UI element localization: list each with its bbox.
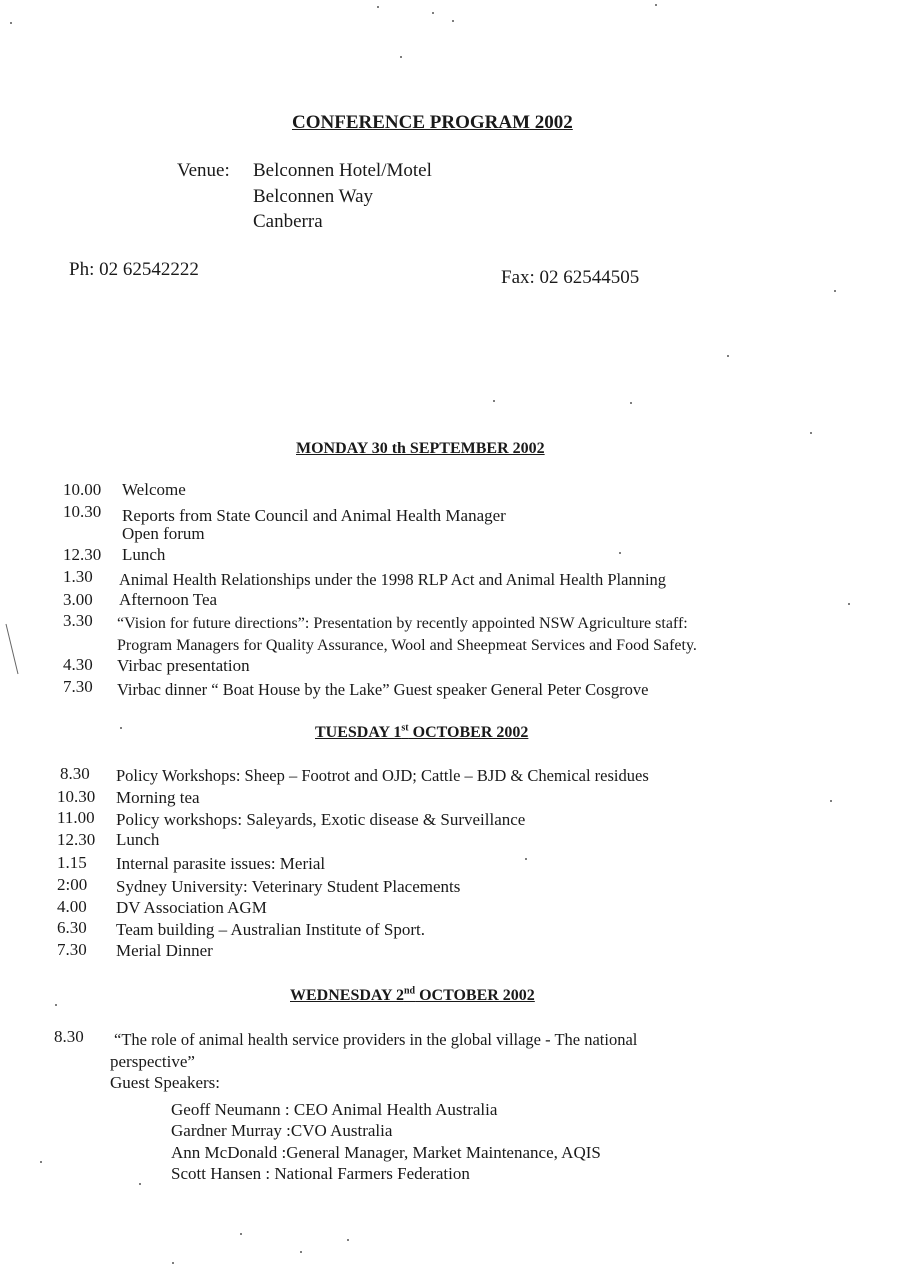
schedule-item: Animal Health Relationships under the 1998 RLP Act and Animal Health Planning (119, 570, 667, 589)
schedule-item: Merial Dinner (116, 941, 213, 960)
schedule-time: 3.00 (63, 590, 93, 609)
scan-speck (432, 12, 434, 14)
scan-speck (452, 20, 454, 22)
speaker-entry: Ann McDonald :General Manager, Market Maintenance, AQIS (171, 1143, 601, 1162)
venue-line: Belconnen Way (253, 186, 374, 207)
speaker-entry: Gardner Murray :CVO Australia (171, 1121, 393, 1140)
schedule-time: 7.30 (57, 940, 87, 959)
schedule-time: 4.30 (63, 655, 93, 674)
scan-speck (10, 22, 12, 24)
scan-speck (727, 355, 729, 357)
schedule-item: Policy Workshops: Sheep – Footrot and OJD; Cattle – BJD & Chemical residues (116, 766, 649, 785)
schedule-time: 8.30 (60, 764, 90, 783)
schedule-item: Policy workshops: Saleyards, Exotic disease & Surveillance (116, 810, 526, 829)
page-title: CONFERENCE PROGRAM 2002 (292, 112, 573, 133)
speakers-label: Guest Speakers: (110, 1073, 221, 1092)
schedule-time: 6.30 (57, 918, 87, 937)
schedule-time: 2:00 (57, 875, 88, 894)
schedule-item: Open forum (122, 524, 205, 543)
venue-line: Belconnen Hotel/Motel (253, 160, 432, 181)
scan-speck (400, 56, 402, 58)
schedule-item: Sydney University: Veterinary Student Placements (116, 877, 461, 896)
scan-speck (377, 6, 379, 8)
schedule-time: 11.00 (57, 808, 95, 827)
schedule-item: “Vision for future directions”: Presentation by recently appointed NSW Agriculture staff: (117, 615, 688, 632)
schedule-item: Virbac presentation (117, 656, 250, 675)
speaker-entry: Scott Hansen : National Farmers Federation (171, 1164, 470, 1183)
schedule-time: 3.30 (63, 611, 93, 630)
scan-speck (655, 4, 657, 6)
tuesday-heading (315, 724, 528, 742)
scan-speck (300, 1251, 302, 1253)
schedule-time: 12.30 (63, 545, 102, 564)
scan-speck (630, 402, 632, 404)
scan-speck (810, 432, 812, 434)
scan-speck (848, 603, 850, 605)
phone-number: Ph: 02 62542222 (69, 259, 199, 280)
schedule-item: Lunch (116, 830, 160, 849)
scan-speck (172, 1262, 174, 1264)
heading-ordinal: nd (403, 985, 416, 997)
scan-speck (493, 400, 495, 402)
schedule-time: 8.30 (54, 1027, 84, 1046)
session-title-continued: perspective” (110, 1052, 195, 1071)
venue-line: Canberra (253, 211, 323, 232)
speaker-entry: Geoff Neumann : CEO Animal Health Australia (171, 1100, 498, 1119)
schedule-time: 10.30 (63, 502, 102, 521)
schedule-time: 7.30 (63, 677, 93, 696)
schedule-item: Virbac dinner “ Boat House by the Lake” Guest speaker General Peter Cosgrove (117, 680, 649, 699)
schedule-time: 10.00 (63, 480, 102, 499)
schedule-item: Lunch (122, 545, 166, 564)
heading-text: OCTOBER 2002 (408, 724, 529, 741)
schedule-time: 4.00 (57, 897, 87, 916)
session-title: “The role of animal health service providers in the global village - The national (114, 1030, 638, 1049)
scan-speck (240, 1233, 242, 1235)
schedule-time: 1.30 (63, 567, 93, 586)
schedule-item: Welcome (122, 480, 186, 499)
scan-speck (830, 800, 832, 802)
monday-heading: MONDAY 30 th SEPTEMBER 2002 (296, 440, 545, 457)
scan-speck (55, 1004, 57, 1006)
schedule-item: DV Association AGM (116, 898, 267, 917)
schedule-time: 1.15 (57, 853, 87, 872)
scan-speck (525, 858, 527, 860)
scan-speck (120, 727, 122, 729)
schedule-item: Reports from State Council and Animal Health Manager (122, 506, 506, 525)
scan-speck (834, 290, 836, 292)
schedule-time: 12.30 (57, 830, 96, 849)
scan-speck (40, 1161, 42, 1163)
heading-text: OCTOBER 2002 (415, 987, 535, 1004)
schedule-item: Team building – Australian Institute of Sport. (116, 920, 426, 939)
heading-ordinal: st (401, 722, 409, 734)
venue-label: Venue: (177, 160, 230, 181)
schedule-item: Internal parasite issues: Merial (116, 854, 326, 873)
scan-speck (619, 552, 621, 554)
scan-speck (139, 1183, 141, 1185)
heading-text: TUESDAY 1 (315, 724, 402, 741)
schedule-item: Morning tea (116, 788, 200, 807)
wednesday-heading (290, 987, 535, 1005)
fax-number: Fax: 02 62544505 (501, 267, 640, 288)
schedule-item: Afternoon Tea (119, 590, 218, 609)
heading-text: WEDNESDAY 2 (290, 987, 404, 1004)
scan-mark (2, 622, 22, 682)
schedule-item: Program Managers for Quality Assurance, Wool and Sheepmeat Services and Food Safety. (117, 637, 697, 654)
schedule-time: 10.30 (57, 787, 96, 806)
scan-speck (347, 1239, 349, 1241)
